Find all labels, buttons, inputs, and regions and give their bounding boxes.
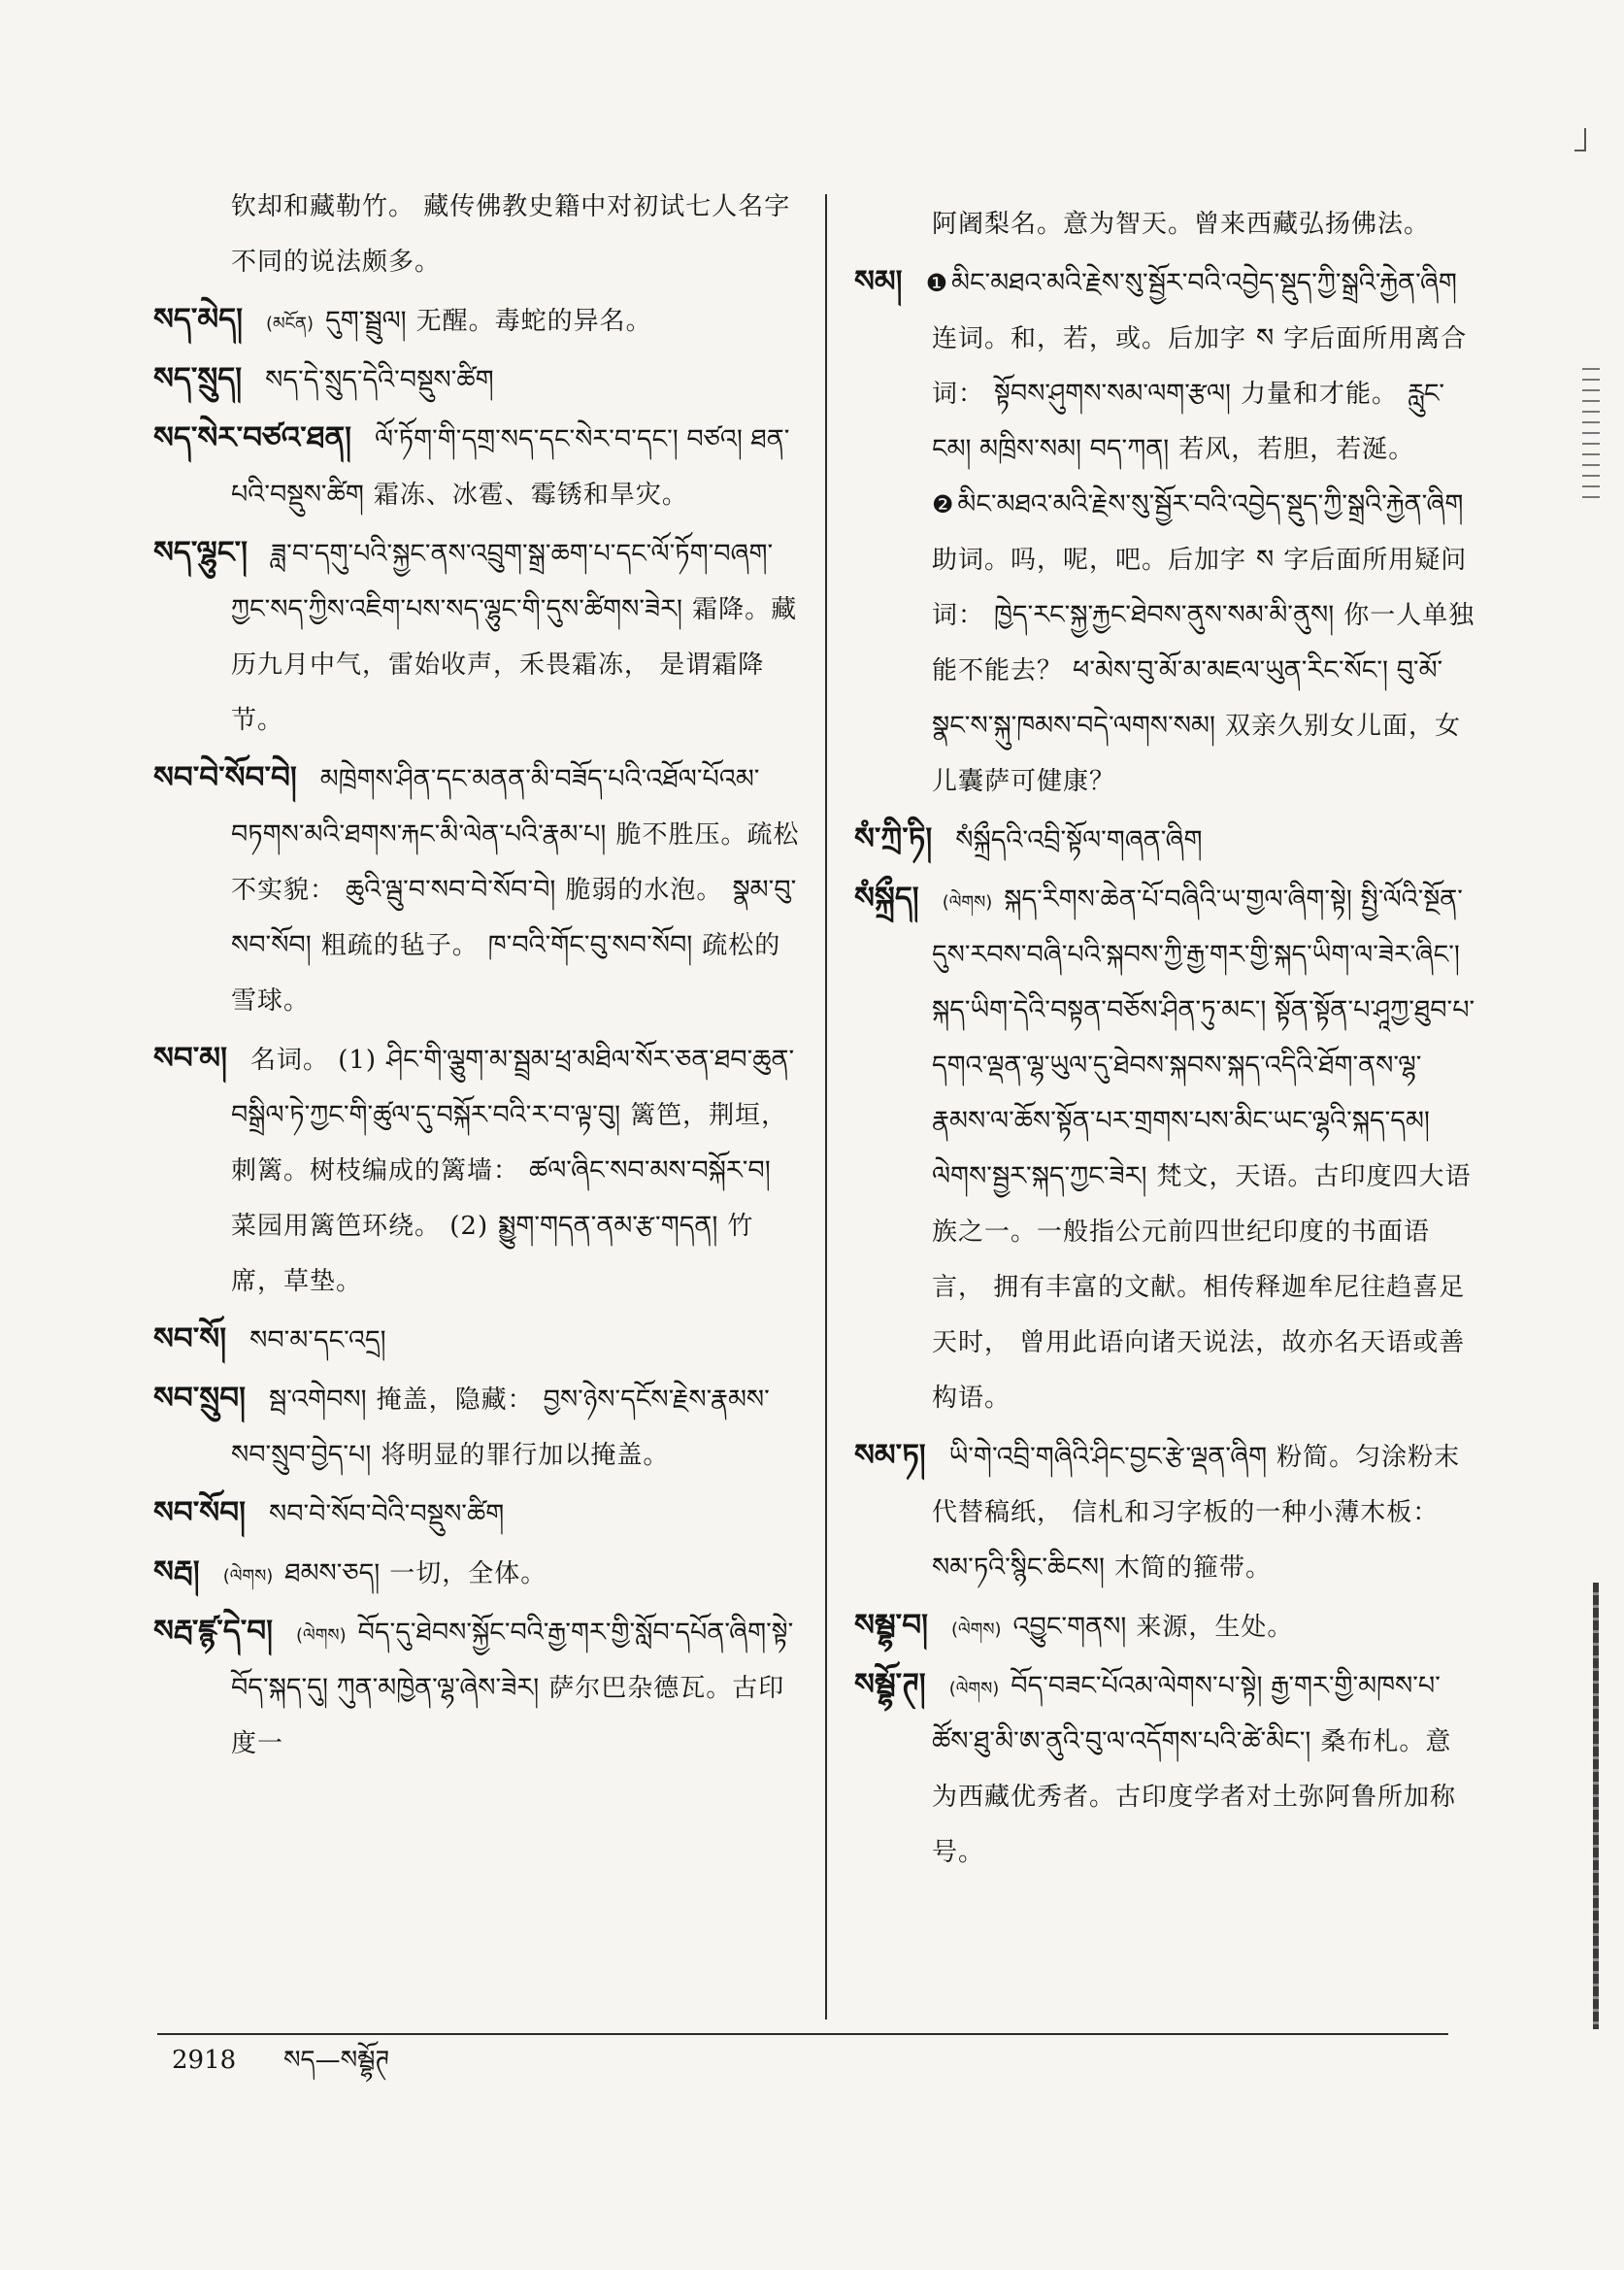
headword: སད་སྲུད། (153, 361, 243, 396)
dictionary-entry (153, 1372, 806, 1485)
tibetan-text: བོད་བཟང་པོའམ་ལེགས་པ་སྟེ། རྒྱ་གར་གྱི་མཁས་པ་ཚོས་ཐུ་མི་ཨ་ནུའི་བུ་ལ་འདོགས་པའི་ཚེ་མིང་། (932, 1671, 1441, 1756)
dictionary-entry (153, 293, 806, 351)
chinese-text: 疏松的雪球。 (231, 931, 781, 1016)
dictionary-entry (854, 872, 1475, 1427)
headword: སརྦ། (153, 1554, 200, 1589)
chinese-text: 掩盖，隐藏： (376, 1385, 534, 1415)
tibetan-text: ཁྱེད་རང་སྐྱ་རྐྱང་ཐེབས་ནུས་སམ་མི་ནུས། (994, 600, 1335, 630)
register-label: (ལེགས) (296, 1625, 347, 1646)
register-label: (ལེགས) (948, 1679, 1000, 1699)
entry-continuation (854, 198, 1475, 253)
tibetan-text: ཡི་གེ་འབྲི་གཞིའི་ཤིང་བྱང་རྩེ་ལྡན་ཞིག (948, 1442, 1268, 1472)
headword: སམྦྷོ་ཊ། (854, 1667, 926, 1702)
chinese-text: 萨尔巴杂德瓦。古印度一 (231, 1674, 785, 1758)
column-divider (825, 194, 827, 2020)
chinese-text: 菜园用篱笆环绕。 (2) (231, 1212, 489, 1241)
footer-rule (157, 2033, 1448, 2035)
dictionary-entry (854, 1599, 1475, 1656)
dictionary-entry (854, 1429, 1475, 1597)
tibetan-text: བོད་དུ་ཐེབས་སྐྱོང་བའི་རྒྱ་གར་གྱི་སློབ་དཔོན་ཞིག་སྟེ་བོད་སྐད་དུ། ཀུན་མཁྱེན་ལྷ་ཞེས་ཟེར། (231, 1618, 794, 1703)
headword: སབ་སྲུབ། (153, 1381, 246, 1416)
chinese-text: 力量和才能。 (1241, 380, 1399, 409)
headword: སཾ་ཀྲི་ཏི། (854, 821, 933, 856)
tibetan-text: ཤིང་གི་ལྕུག་མ་སྦྲམ་ཕྲ་མཐིལ་སོར་ཅན་ཐབ་ཆུན་བསྒྲིལ་ཏེ་ཀྱང་གི་ཚུལ་དུ་བསྐོར་བའི་ར་བ་ལྟ་བུ། (231, 1045, 795, 1130)
dictionary-entry (854, 1658, 1475, 1882)
chinese-text: 名词。 (1) (249, 1046, 378, 1075)
headword: སད་ལྷུང་། (153, 535, 248, 570)
tibetan-text: སད་དེ་སྲུད་དེའི་བསྡུས་ཚིག (265, 365, 494, 395)
chinese-text: 竹席，草垫。 (231, 1212, 754, 1296)
scan-edge-mark (1593, 1583, 1599, 2029)
dictionary-entry (153, 352, 806, 410)
tibetan-text: ཕ་མེས་བུ་མོ་མ་མཇལ་ཡུན་རིང་སོང་། བུ་མོ་སྣང་ས་སྐུ་ཁམས་བདེ་ལགས་སམ། (932, 655, 1443, 741)
chinese-text: 脆弱的水泡。 (565, 876, 723, 905)
headword: སད་མེད། (153, 302, 243, 337)
headword: སབ་མ། (153, 1041, 227, 1076)
dictionary-entry (153, 1313, 806, 1370)
headword: སཾསྐྲྀད། (854, 881, 919, 916)
chinese-text: 将明显的罪行加以掩盖。 (381, 1441, 670, 1470)
chinese-text: 助词。吗，呢，吧。后加字 (932, 546, 1247, 575)
register-label: (ལེགས) (942, 892, 993, 913)
tibetan-text: སབ་མ་དང་འདྲ། (249, 1325, 386, 1355)
dictionary-entry (153, 1486, 806, 1544)
chinese-text: 若风，若胆，若涎。 (1178, 435, 1415, 464)
entry-continuation (153, 181, 806, 291)
headword: སབ་བེ་སོབ་བེ། (153, 760, 297, 795)
chinese-text: 无醒。毒蛇的异名。 (415, 307, 652, 336)
chinese-text: 粗疏的毡子。 (320, 931, 479, 960)
chinese-text: 霜降。藏历九月中气，雷始收声，禾畏霜冻， 是谓霜降节。 (231, 595, 798, 735)
sense-number: ❶ (925, 269, 947, 297)
headword: སརྦ་ཛྙ་དེ་བ། (153, 1614, 274, 1649)
headword: སམ། (854, 264, 903, 299)
register-label: (མངོན) (265, 314, 315, 334)
chinese-text: 字后面所用离合词： (932, 324, 1468, 409)
headword: སབ་སོ། (153, 1321, 227, 1356)
chinese-text: 桑布札。意为西藏优秀者。古印度学者对土弥阿鲁所加称号。 (932, 1727, 1457, 1867)
register-label: (ལེགས) (222, 1566, 274, 1586)
dictionary-entry (153, 1605, 806, 1773)
tibetan-text: རླུང་ངམ། མཁྲིས་སམ། བད་ཀན། (932, 379, 1445, 464)
tibetan-text: སྨྱུག་གདན་ནམ་རྩ་གདན། (498, 1211, 718, 1241)
tibetan-text: སམ་ཏའི་སྙིང་ཆིངས། (932, 1552, 1106, 1583)
tibetan-text: སྐད་རིགས་ཆེན་པོ་བཞིའི་ཡ་གྱལ་ཞིག་སྟེ། སྤྱི་ལོའི་སྔོན་དུས་རབས་བཞི་པའི་སྐབས་ཀྱི་རྒྱ་གར་གྱི་སྐད་ཡིག་ལ་ཟེར་ཞིང་། སྐད་ཡིག་དེའི་བསྟན་བཅོས་ཤིན་ཏུ་མང་། སྟོན་སྟོན་པ་ཤཱཀྱ་ཐུབ་པ་དགའ་ལྡན་ལྷ་ཡུལ་དུ་ཐེབས་སྐབས་སྐད་འདིའི་ཐོག་ནས་ལྷ་རྣམས་ལ་ཆོས་སྟོན་པར་གྲགས་པས་མིང་ཡང་ལྷའི་སྐད་དམ། ལེགས་སྦྱར་སྐད་ཀྱང་ཟེར། (932, 885, 1475, 1191)
chinese-text: 你一人单独能不能去？ (932, 601, 1475, 685)
tibetan-text: ས (1256, 545, 1275, 575)
tibetan-text: དུག་སྦྲུལ། (325, 306, 407, 336)
tibetan-text: ཟླ་བ་དགུ་པའི་སྐྱང་ནས་འབྲུག་སྒྲ་ཆག་པ་དང་ལོ་ཏོག་བཞག་ཀྱང་སད་ཀྱིས་འཇིག་པས་སད་ལྷུང་གི་དུས་ཚིགས་ཟེར། (231, 539, 774, 624)
chinese-text: 脆不胜压。疏松不实貌： (231, 820, 800, 905)
chinese-text: 木简的箍带。 (1114, 1553, 1273, 1583)
tibetan-text: བྱས་ཉེས་དངོས་རྗེས་རྣམས་སབ་སྲུབ་བྱེད་པ། (231, 1385, 770, 1470)
chinese-text: 字后面所用疑问词： (932, 546, 1468, 630)
tibetan-text: མིང་མཐའ་མའི་རྗེས་སུ་སྦྱོར་བའི་འབྱེད་སྡུད་ཀྱི་སྒྲའི་རྐྱེན་ཞིག (951, 268, 1457, 298)
tibetan-text: ཐམས་ཅད། (284, 1558, 381, 1588)
dictionary-entry (153, 1032, 806, 1311)
register-label: (ལེགས) (950, 1619, 1002, 1640)
right-column (854, 198, 1475, 1884)
tibetan-text: འབྱུང་གནས། (1012, 1612, 1127, 1642)
dictionary-entry (153, 1546, 806, 1603)
tibetan-text: ལོ་ཏོག་གི་དགྲ་སད་དང་སེར་བ་དང་། བཙའ། ཐན་པའི་བསྡུས་ཚིག (231, 424, 790, 510)
tibetan-text: ཚལ་ཞིང་སབ་མས་བསྐོར་བ། (529, 1155, 771, 1185)
chinese-text: 连词。和，若，或。后加字 (932, 324, 1247, 353)
headword: སམྦྷ་བ། (854, 1608, 928, 1643)
chinese-text: 阿阇梨名。意为智天。曾来西藏弘扬佛法。 (932, 210, 1431, 239)
headword: སམ་ཏ། (854, 1438, 926, 1473)
dictionary-entry (153, 751, 806, 1030)
tibetan-text: སབ་བེ་སོབ་བེའི་བསྡུས་ཚིག (268, 1499, 505, 1529)
tibetan-text: སྣམ་བུ་སབ་སོབ། (231, 875, 797, 960)
dictionary-entry (153, 526, 806, 750)
scan-edge-mark (1574, 128, 1586, 151)
tibetan-text: ས (1256, 323, 1275, 353)
tibetan-text: མིང་མཐའ་མའི་རྗེས་སུ་སྦྱོར་བའི་འབྱེད་སྡུད་ཀྱི་སྒྲའི་རྐྱེན་ཞིག (957, 489, 1464, 519)
chinese-text: 梵文，天语。古印度四大语族之一。一般指公元前四世纪印度的书面语言， 拥有丰富的文献。相传释迦牟尼往趋喜足天时， 曾用此语向诸天说法，故亦名天语或善构语。 (932, 1162, 1472, 1413)
dictionary-entry (854, 255, 1475, 811)
chinese-text: 一切，全体。 (389, 1559, 547, 1588)
tibetan-text: མཁྲེགས་ཤིན་དང་མནན་མི་བཟོད་པའི་འཐོལ་པོའམ་བཏགས་མའི་ཐགས་རྐང་མི་ལེན་པའི་རྣམ་པ། (231, 764, 760, 850)
sense-number: ❷ (932, 490, 954, 518)
dictionary-entry (854, 813, 1475, 870)
tibetan-text: སྟོབས་ཤུགས་སམ་ལག་རྩལ། (994, 379, 1232, 409)
headword: སད་སེར་བཙའ་ཐན། (153, 420, 352, 455)
dictionary-entry (153, 412, 806, 524)
chinese-text: 霜冻、冰雹、霉锈和旱灾。 (373, 481, 688, 510)
running-head: སད—སམྦྷོཊ (283, 2046, 390, 2075)
tibetan-text: སཾསྐྲྀདའི་འབྲི་སྟོལ་གཞན་ཞིག (955, 825, 1203, 855)
tibetan-text: སྦ་འགེབས། (268, 1385, 367, 1415)
headword: སབ་སོབ། (153, 1495, 246, 1530)
tibetan-text: ཁ་བའི་གོང་བུ་སབ་སོབ། (487, 930, 693, 960)
chinese-text: 双亲久别女儿面，女儿囊萨可健康？ (932, 712, 1461, 796)
chinese-text: 钦却和藏勒竹。 藏传佛教史籍中对初试七人名字不同的说法颇多。 (231, 192, 791, 277)
scan-edge-mark (1582, 359, 1600, 505)
tibetan-text: ཆུའི་ལྦུ་བ་སབ་བེ་སོབ་བེ། (346, 875, 556, 905)
chinese-text: 粉简。匀涂粉末代替稿纸， 信札和习字板的一种小薄木板： (932, 1443, 1461, 1527)
chinese-text: 篱笆，荆垣，刺篱。树枝编成的篱墙： (231, 1101, 788, 1185)
chinese-text: 来源，生处。 (1136, 1613, 1294, 1642)
left-column (153, 181, 806, 1775)
page-number: 2918 (172, 2046, 237, 2075)
